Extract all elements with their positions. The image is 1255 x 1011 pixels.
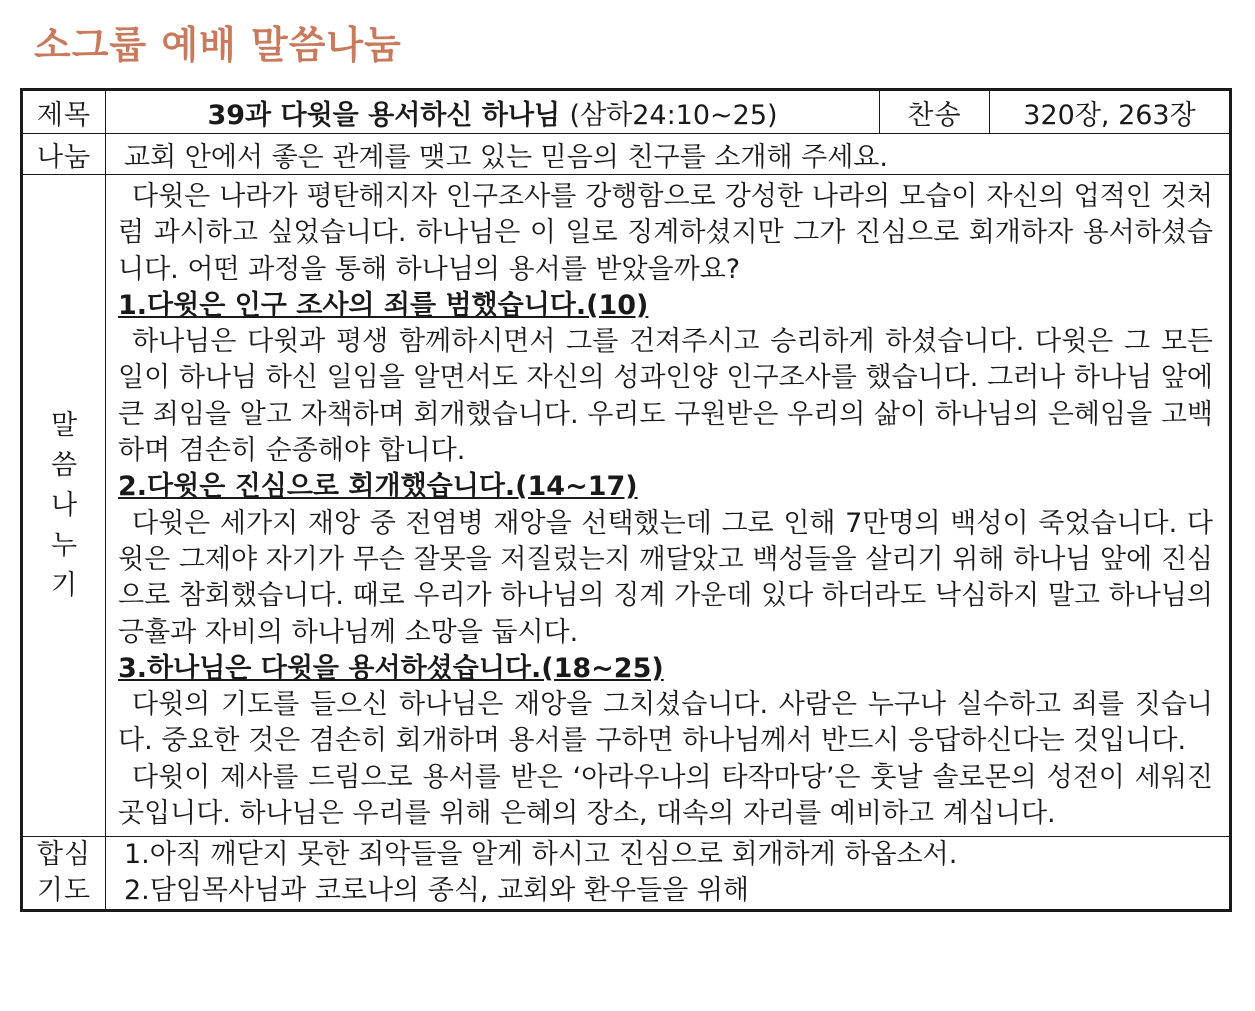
worship-sheet-table	[20, 88, 1232, 912]
sermon-label-char: 누	[50, 529, 78, 561]
point3-text-2: 다윗이 제사를 드림으로 용서를 받은 ‘아라우나의 타작마당’은 훗날 솔로몬의 성전이 세워진 곳입니다. 하나님은 우리를 위해 은혜의 장소, 대속의 자리를 예비하고 계십니다.	[118, 761, 1213, 830]
hymn-label: 찬송	[880, 90, 990, 134]
prayer-label	[22, 837, 106, 911]
sermon-intro: 다윗은 나라가 평탄해지자 인구조사를 강행함으로 강성한 나라의 모습이 자신의 업적인 것처럼 과시하고 싶었습니다. 하나님은 이 일로 징계하셨지만 그가 진심으로 회개하자 용서하셨습니다. 어떤 과정을 통해 하나님의 용서를 받았을까요?	[118, 181, 1213, 285]
prayer-label-line1: 합심	[36, 839, 92, 871]
sermon-body	[106, 175, 1231, 837]
sharing-question: 교회 안에서 좋은 관계를 맺고 있는 믿음의 친구를 소개해 주세요.	[106, 134, 1231, 175]
sermon-label	[23, 406, 105, 606]
title-row	[22, 90, 1231, 134]
sermon-label-char: 나	[50, 489, 78, 521]
sermon-label-cell	[22, 175, 106, 837]
point3-text-1: 다윗의 기도를 들으신 하나님은 재앙을 그치셨습니다. 사람은 누구나 실수하고 죄를 짓습니다. 중요한 것은 겸손히 회개하며 용서를 구하면 하나님께서 반드시 응답하신다는 것입니다.	[118, 689, 1213, 757]
prayer-row	[22, 837, 1231, 911]
lesson-title	[106, 90, 880, 134]
hymn-numbers: 320장, 263장	[990, 90, 1231, 134]
sermon-label-char: 씀	[50, 449, 78, 481]
point3-heading: 3.하나님은 다윗을 용서하셨습니다.(18~25)	[118, 652, 664, 684]
lesson-title-text: 39과 다윗을 용서하신 하나님	[207, 99, 561, 131]
sharing-label: 나눔	[22, 134, 106, 175]
scripture-reference: (삼하24:10~25)	[569, 99, 778, 131]
prayer-item-1: 1.아직 깨닫지 못한 죄악들을 알게 하시고 진심으로 회개하게 하옵소서.	[124, 839, 958, 871]
prayer-item-2: 2.담임목사님과 코로나의 종식, 교회와 환우들을 위해	[124, 875, 749, 907]
prayer-items	[106, 837, 1231, 911]
point1-text: 하나님은 다윗과 평생 함께하시면서 그를 건져주시고 승리하게 하셨습니다. 다윗은 그 모든 일이 하나님 하신 일임을 알면서도 자신의 성과인양 인구조사를 했습니다. 그러나 하나님 앞에 큰 죄임을 알고 자책하며 회개했습니다. 우리도 구원받은 우리의 삶이 하나님의 은혜임을 고백하며 겸손히 순종해야 합니다.	[118, 326, 1213, 467]
title-label: 제목	[22, 90, 106, 134]
sermon-row	[22, 175, 1231, 837]
sermon-label-char: 말	[50, 409, 78, 441]
point2-text: 다윗은 세가지 재앙 중 전염병 재앙을 선택했는데 그로 인해 7만명의 백성이 죽었습니다. 다윗은 그제야 자기가 무슨 잘못을 저질렀는지 깨달았고 백성들을 살리기 위해 하나님 앞에 진심으로 참회했습니다. 때로 우리가 하나님의 징계 가운데 있다 하더라도 낙심하지 말고 하나님의 긍휼과 자비의 하나님께 소망을 둡시다.	[118, 507, 1213, 648]
sharing-row	[22, 134, 1231, 175]
point1-heading: 1.다윗은 인구 조사의 죄를 범했습니다.(10)	[118, 289, 649, 321]
point2-heading: 2.다윗은 진심으로 회개했습니다.(14~17)	[118, 471, 638, 503]
page-title: 소그룹 예배 말씀나눔	[34, 23, 402, 67]
sermon-label-char: 기	[50, 569, 78, 601]
prayer-label-line2: 기도	[36, 875, 92, 907]
